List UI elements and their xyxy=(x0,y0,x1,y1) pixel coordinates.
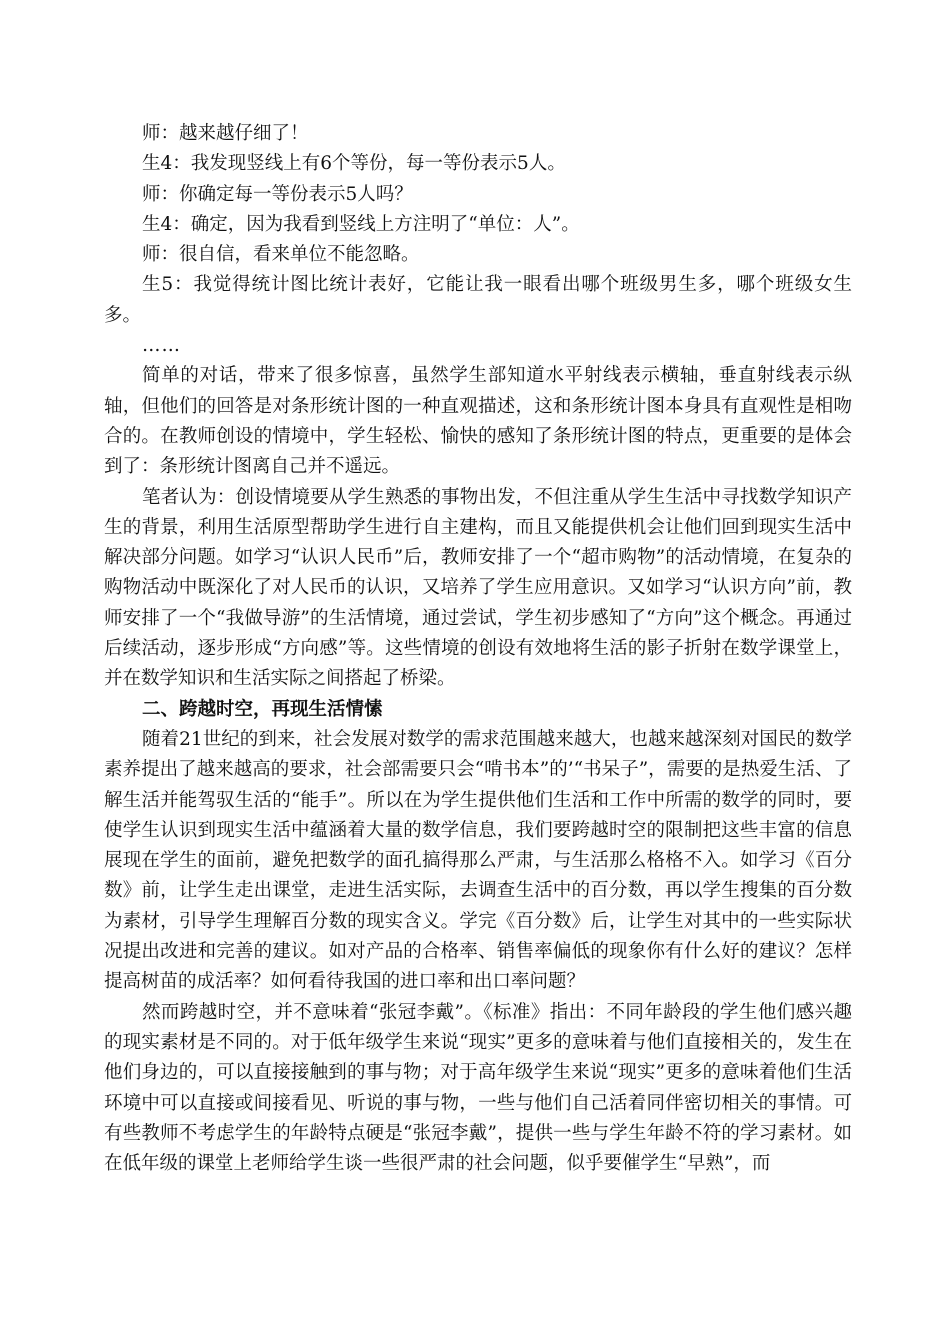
dialogue-line: 师：越来越仔细了！ xyxy=(142,123,309,144)
dialogue-line: 师：你确定每一等份表示5人吗？ xyxy=(142,183,413,205)
dialogue-line: 生4：我发现竖线上有6个等份，每一等份表示5人。 xyxy=(142,153,566,175)
dialogue-line: 生5：我觉得统计图比统计表好，它能让我一眼看出哪个班级男生多，哪个班级女生多。 xyxy=(104,274,852,326)
ellipsis: …… xyxy=(142,335,181,357)
dialogue-line: 师：很自信，看来单位不能忽略。 xyxy=(142,244,420,266)
body-paragraph: 然而跨越时空，并不意味着“张冠李戴”。《标准》指出：不同年龄段的学生他们感兴趣的现实素材是不同的。对于低年级学生来说“现实”更多的意味着与他们直接相关的，发生在他们身边的，可以直接接触到的事与物；对于高年级学生来说“现实”更多的意味着他们生活环境中可以直接或间接看见、听说的事与物，一些与他们自己活着同伴密切相关的事情。可有些教师不考虑学生的年龄特点硬是“张冠李戴”，提供一些与学生年龄不符的学习素材。如在低年级的课堂上老师给学生谈一些很严肃的社会问题，似乎要催学生“早熟”，而 xyxy=(104,1001,852,1175)
section-heading: 二、跨越时空，再现生活情愫 xyxy=(142,698,383,720)
body-paragraph: 简单的对话，带来了很多惊喜，虽然学生部知道水平射线表示横轴，垂直射线表示纵轴，但他们的回答是对条形统计图的一种直观描述，这和条形统计图本身具有直观性是相吻合的。在教师创设的情境中，学生轻松、愉快的感知了条形统计图的特点，更重要的是体会到了：条形统计图离自己并不遥远。 xyxy=(104,365,852,478)
body-paragraph: 笔者认为：创设情境要从学生熟悉的事物出发，不但注重从学生生活中寻找数学知识产生的背景，利用生活原型帮助学生进行自主建构，而且又能提供机会让他们回到现实生活中解决部分问题。如学习“认识人民币”后，教师安排了一个“超市购物”的活动情境，在复杂的购物活动中既深化了对人民币的认识，又培养了学生应用意识。又如学习“认识方向”前，教师安排了一个“我做导游”的生活情境，通过尝试，学生初步感知了“方向”这个概念。再通过后续活动，逐步形成“方向感”等。这些情境的创设有效地将生活的影子折射在数学课堂上，并在数学知识和生活实际之间搭起了桥梁。 xyxy=(104,486,852,690)
body-paragraph: 随着21世纪的到来，社会发展对数学的需求范围越来越大，也越来越深刻对国民的数学素养提出了越来越高的要求，社会部需要只会“啃书本”的’“书呆子”，需要的是热爱生活、了解生活并能驾驭生活的“能手”。所以在为学生提供他们生活和工作中所需的数学的同时，要使学生认识到现实生活中蕴涵着大量的数学信息，我们要跨越时空的限制把这些丰富的信息展现在学生的面前，避免把数学的面孔搞得那么严肃，与生活那么格格不入。如学习《百分数》前，让学生走出课堂，走进生活实际，去调查生活中的百分数，再以学生搜集的百分数为素材，引导学生理解百分数的现实含义。学完《百分数》后，让学生对其中的一些实际状况提出改进和完善的建议。如对产品的合格率、销售率偏低的现象你有什么好的建议？怎样提高树苗的成活率？如何看待我国的进口率和出口率问题？ xyxy=(104,728,852,993)
dialogue-line: 生4：确定，因为我看到竖线上方注明了“单位：人”。 xyxy=(142,213,580,235)
document-page xyxy=(104,119,852,1179)
